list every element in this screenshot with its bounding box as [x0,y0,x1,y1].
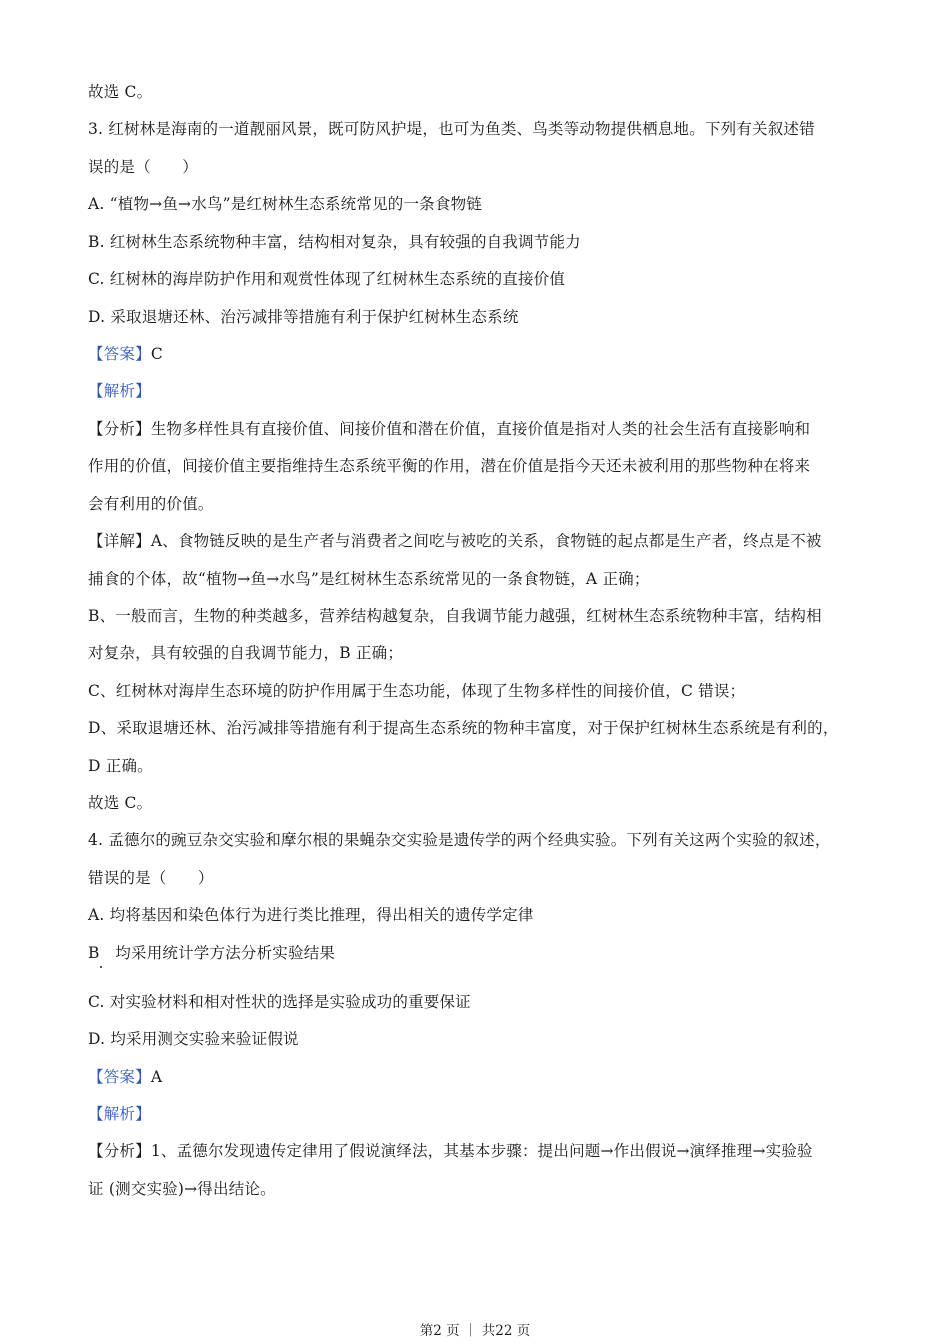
answer-value: C [150,345,163,363]
option-d: D. 均采用测交实验来验证假说 [88,1030,299,1048]
fenxi-tag: 【分析】 [88,1142,151,1160]
text-line: C、红树林对海岸生态环境的防护作用属于生态功能，体现了生物多样性的间接价值，C 错误； [88,682,746,700]
answer-tag: 【答案】 [88,345,151,363]
analysis-tag: 【解析】 [88,1105,151,1123]
text-line: 证 (测交实验)→得出结论。 [88,1180,276,1198]
xiangjie-line [88,531,868,551]
fenxi-line [88,419,868,439]
fenxi-line [88,1141,868,1161]
xiangjie-tag: 【详解】 [88,532,151,550]
stray-period-mark [100,966,102,968]
fenxi-text: 生物多样性具有直接价值、间接价值和潜在价值，直接价值是指对人类的社会生活有直接影响和 [150,420,811,438]
text-line: 故选 C。 [88,794,153,812]
option-c: C. 对实验材料和相对性状的选择是实验成功的重要保证 [88,993,471,1011]
analysis-tag: 【解析】 [88,382,151,400]
option-a: A. “植物→鱼→水鸟”是红树林生态系统常见的一条食物链 [88,195,482,213]
option-b: B 均采用统计学方法分析实验结果 [88,944,336,962]
answer-line [88,1067,868,1087]
text-line: 故选 C。 [88,83,153,101]
fenxi-tag: 【分析】 [88,420,151,438]
text-line: D 正确。 [88,757,153,775]
option-b: B. 红树林生态系统物种丰富，结构相对复杂，具有较强的自我调节能力 [88,233,581,251]
fenxi-text: 1、孟德尔发现遗传定律用了假说演绎法，其基本步骤：提出问题→作出假说→演绎推理→实验验 [150,1142,813,1160]
option-c: C. 红树林的海岸防护作用和观赏性体现了红树林生态系统的直接价值 [88,270,566,288]
option-a: A. 均将基因和染色体行为进行类比推理，得出相关的遗传学定律 [88,906,534,924]
answer-value: A [150,1068,163,1086]
text-line: 捕食的个体，故“植物→鱼→水鸟”是红树林生态系统常见的一条食物链，A 正确； [88,570,650,588]
text-line: 会有利用的价值。 [88,495,214,513]
question-3-stem-cont: 误的是（ ） [88,158,198,176]
question-4-stem-cont: 错误的是（ ） [88,869,214,887]
text-line: 对复杂，具有较强的自我调节能力，B 正确； [88,644,404,662]
answer-tag: 【答案】 [88,1068,151,1086]
page-footer: 第2 页 ｜ 共22 页 [419,1323,531,1339]
text-line: 作用的价值，间接价值主要指维持生态系统平衡的作用，潜在价值是指今天还未被利用的那些物种在将来 [88,457,811,475]
answer-line [88,344,868,364]
analysis-line [88,1104,868,1124]
text-line: D、采取退塘还林、治污减排等措施有利于提高生态系统的物种丰富度，对于保护红树林生态系统是有利的， [88,719,839,737]
option-d: D. 采取退塘还林、治污减排等措施有利于保护红树林生态系统 [88,308,519,326]
question-4-stem: 4. 孟德尔的豌豆杂交实验和摩尔根的果蝇杂交实验是遗传学的两个经典实验。下列有关这两个实验的叙述， [88,831,831,849]
xiangjie-text: A、食物链反映的是生产者与消费者之间吃与被吃的关系，食物链的起点都是生产者，终点是不被 [150,532,822,550]
text-line: B、一般而言，生物的种类越多，营养结构越复杂，自我调节能力越强，红树林生态系统物种丰富，结构相 [88,607,822,625]
analysis-line [88,381,868,401]
question-3-stem: 3. 红树林是海南的一道靓丽风景，既可防风护堤，也可为鱼类、鸟类等动物提供栖息地。下列有关叙述错 [88,120,815,138]
